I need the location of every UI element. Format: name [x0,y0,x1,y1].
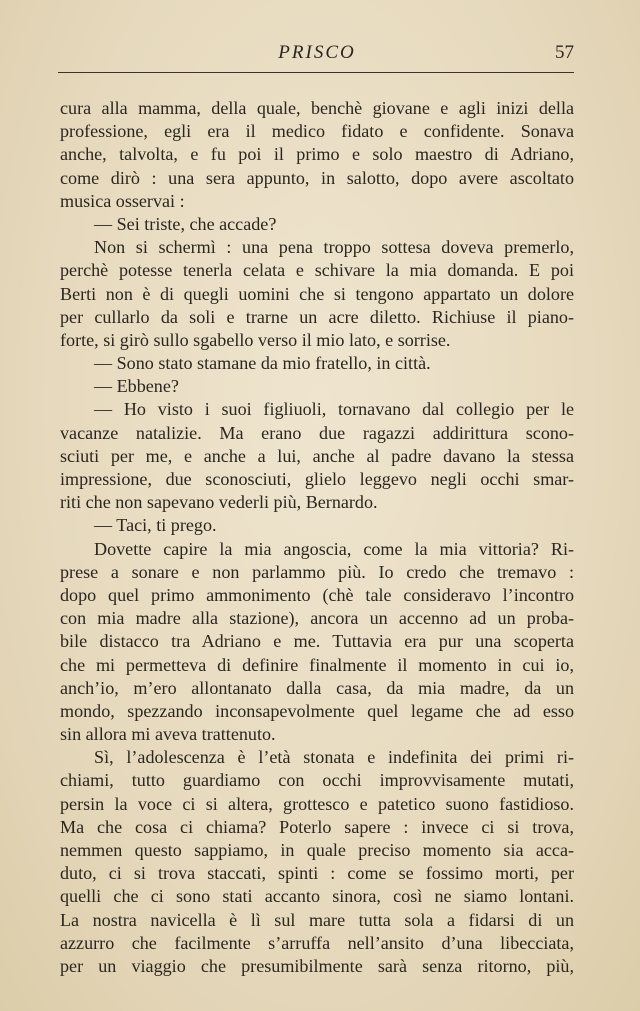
text-line: anch’io, m’ero allontanato dalla casa, da mia madre, da un [60,677,574,698]
text-line: — Taci, ti prego. [94,515,217,536]
text-line: professione, egli era il medico fidato e confidente. Sonava [60,121,574,142]
text-line: per un viaggio che presumibilmente sarà senza ritorno, più, [60,955,574,976]
text-line: Non si schermì : una pena troppo sottesa doveva premerlo, [94,237,574,258]
text-line: che mi permetteva di definire finalmente il momento in cui io, [60,654,574,675]
text-line: Sì, l’adolescenza è l’età stonata e indefinita dei primi ri- [94,747,574,768]
text-line: per cullarlo da soli e trarne un acre diletto. Richiuse il piano- [60,306,574,327]
text-line: dopo quel primo ammonimento (chè tale consideravo l’incontro [60,584,574,605]
running-title: PRISCO [278,42,356,63]
text-line: musica osservai : [60,190,185,211]
running-head [60,42,574,68]
text-line: bile distacco tra Adriano e me. Tuttavia era pur una scoperta [60,631,574,652]
text-line: azzurro che facilmente s’arruffa nell’ansito d’una libecciata, [60,932,574,953]
text-line: — Ho visto i suoi figliuoli, tornavano dal collegio per le [94,399,574,420]
text-line: sin allora mi aveva trattenuto. [60,724,276,745]
text-line: perchè potesse tenerla celata e schivare la mia domanda. E poi [60,260,574,281]
text-line: mondo, spezzando inconsapevolmente quel legame che ad esso [60,700,574,721]
text-line: con mia madre alla stazione), ancora un accenno ad un proba- [60,608,574,629]
text-line: quelli che ci sono stati accanto sinora, così ne siamo lontani. [60,886,574,907]
text-line: — Sono stato stamane da mio fratello, in città. [94,353,431,374]
text-line: — Ebbene? [94,376,179,397]
text-line: vacanze natalizie. Ma erano due ragazzi addirittura scono- [60,422,574,443]
text-line: Dovette capire la mia angoscia, come la mia vittoria? Ri- [94,538,574,559]
text-line: riti che non sapevano vederli più, Bernardo. [60,492,378,513]
text-line: duto, ci si trova staccati, spinti : come se fossimo morti, per [60,863,574,884]
text-line: persin la voce ci si altera, grottesco e patetico suono fastidioso. [60,793,574,814]
text-line: forte, si girò sullo sgabello verso il mio lato, e sorrise. [60,329,451,350]
text-line: chiami, tutto guardiamo con occhi improvvisamente mutati, [60,770,574,791]
text-line: nemmen questo sappiamo, in quale preciso momento sia acca- [60,840,574,860]
header-rule [58,72,574,73]
body-text [60,97,574,978]
text-line: cura alla mamma, della quale, benchè giovane e agli inizi della [60,98,574,118]
text-line: come dirò : una sera appunto, in salotto, dopo avere ascoltato [60,167,574,188]
text-line: anche, talvolta, e fu poi il primo e solo maestro di Adriano, [60,144,574,165]
text-line: prese a sonare e non parlammo più. Io credo che tremavo : [60,561,574,582]
text-line: — Sei triste, che accade? [94,213,277,234]
text-line: Berti non è di quegli uomini che si tengono appartato un dolore [60,283,574,304]
page-number: 57 [555,42,574,63]
text-line: Ma che cosa ci chiama? Poterlo sapere : invece ci si trova, [60,816,574,837]
text-line: La nostra navicella è lì sul mare tutta sola a fidarsi di un [60,909,574,930]
text-line: sciuti per me, e anche a lui, anche al padre davano la stessa [60,445,574,466]
text-line: impressione, due sconosciuti, glielo leggevo negli occhi smar- [60,469,574,489]
